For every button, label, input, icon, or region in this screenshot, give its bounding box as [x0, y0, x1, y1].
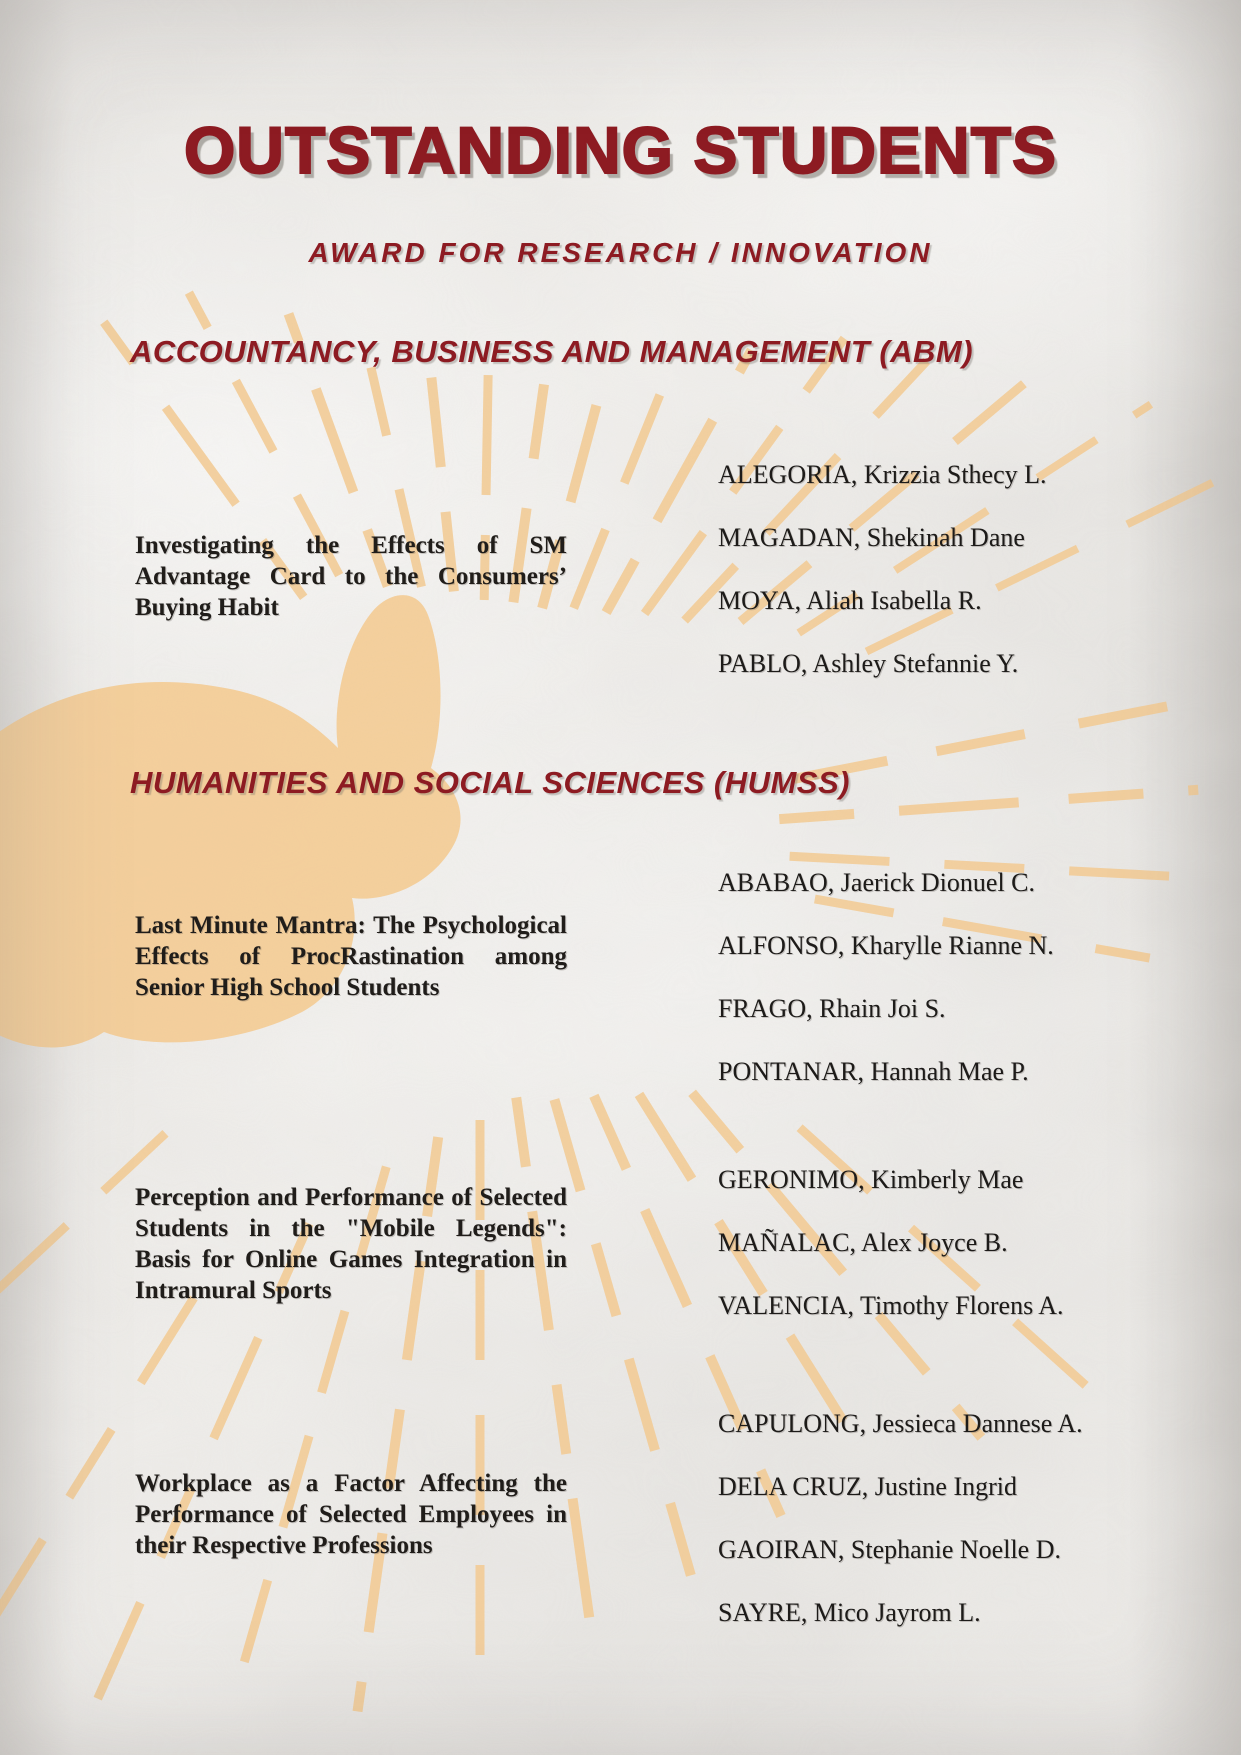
student-name: CAPULONG, Jessieca Dannese A. [718, 1409, 1083, 1438]
student-name: ABABAO, Jaerick Dionuel C. [718, 868, 1036, 897]
research-entry-title: Last Minute Mantra: The Psychological Effects of ProcRastination among Senior High School Students [135, 912, 567, 1001]
research-entry-title: Investigating the Effects of SM Advantage Card to the Consumers’ Buying Habit [135, 532, 567, 621]
student-name: PONTANAR, Hannah Mae P. [718, 1057, 1029, 1086]
page-title: OUTSTANDING STUDENTS [183, 113, 1058, 187]
section-heading-abm: ACCOUNTANCY, BUSINESS AND MANAGEMENT (ABM) [130, 334, 974, 369]
student-name: MAÑALAC, Alex Joyce B. [718, 1228, 1008, 1257]
student-name: ALFONSO, Kharylle Rianne N. [718, 931, 1054, 960]
student-name: MAGADAN, Shekinah Dane [718, 523, 1025, 552]
student-name: GERONIMO, Kimberly Mae [718, 1165, 1024, 1194]
student-name: ALEGORIA, Krizzia Sthecy L. [718, 460, 1047, 489]
student-name-list-humss-1 [718, 868, 1054, 1120]
student-name: PABLO, Ashley Stefannie Y. [718, 649, 1019, 678]
student-name: VALENCIA, Timothy Florens A. [718, 1291, 1064, 1320]
section-heading-humss: HUMANITIES AND SOCIAL SCIENCES (HUMSS) [130, 765, 850, 800]
student-name-list-abm [718, 460, 1047, 712]
student-name: MOYA, Aliah Isabella R. [718, 586, 982, 615]
research-entry-title: Workplace as a Factor Affecting the Performance of Selected Employees in their Respective Professions [135, 1470, 567, 1559]
page-subtitle: AWARD FOR RESEARCH / INNOVATION [308, 237, 933, 268]
student-name: SAYRE, Mico Jayrom L. [718, 1598, 981, 1627]
student-name-list-humss-2 [718, 1165, 1064, 1354]
student-name: GAOIRAN, Stephanie Noelle D. [718, 1535, 1061, 1564]
student-name: FRAGO, Rhain Joi S. [718, 994, 946, 1023]
student-name: DELA CRUZ, Justine Ingrid [718, 1472, 1017, 1501]
student-name-list-humss-3 [718, 1409, 1083, 1661]
research-entry-title: Perception and Performance of Selected Students in the "Mobile Legends": Basis for Online Games Integration in Intramural Sports [135, 1184, 567, 1304]
